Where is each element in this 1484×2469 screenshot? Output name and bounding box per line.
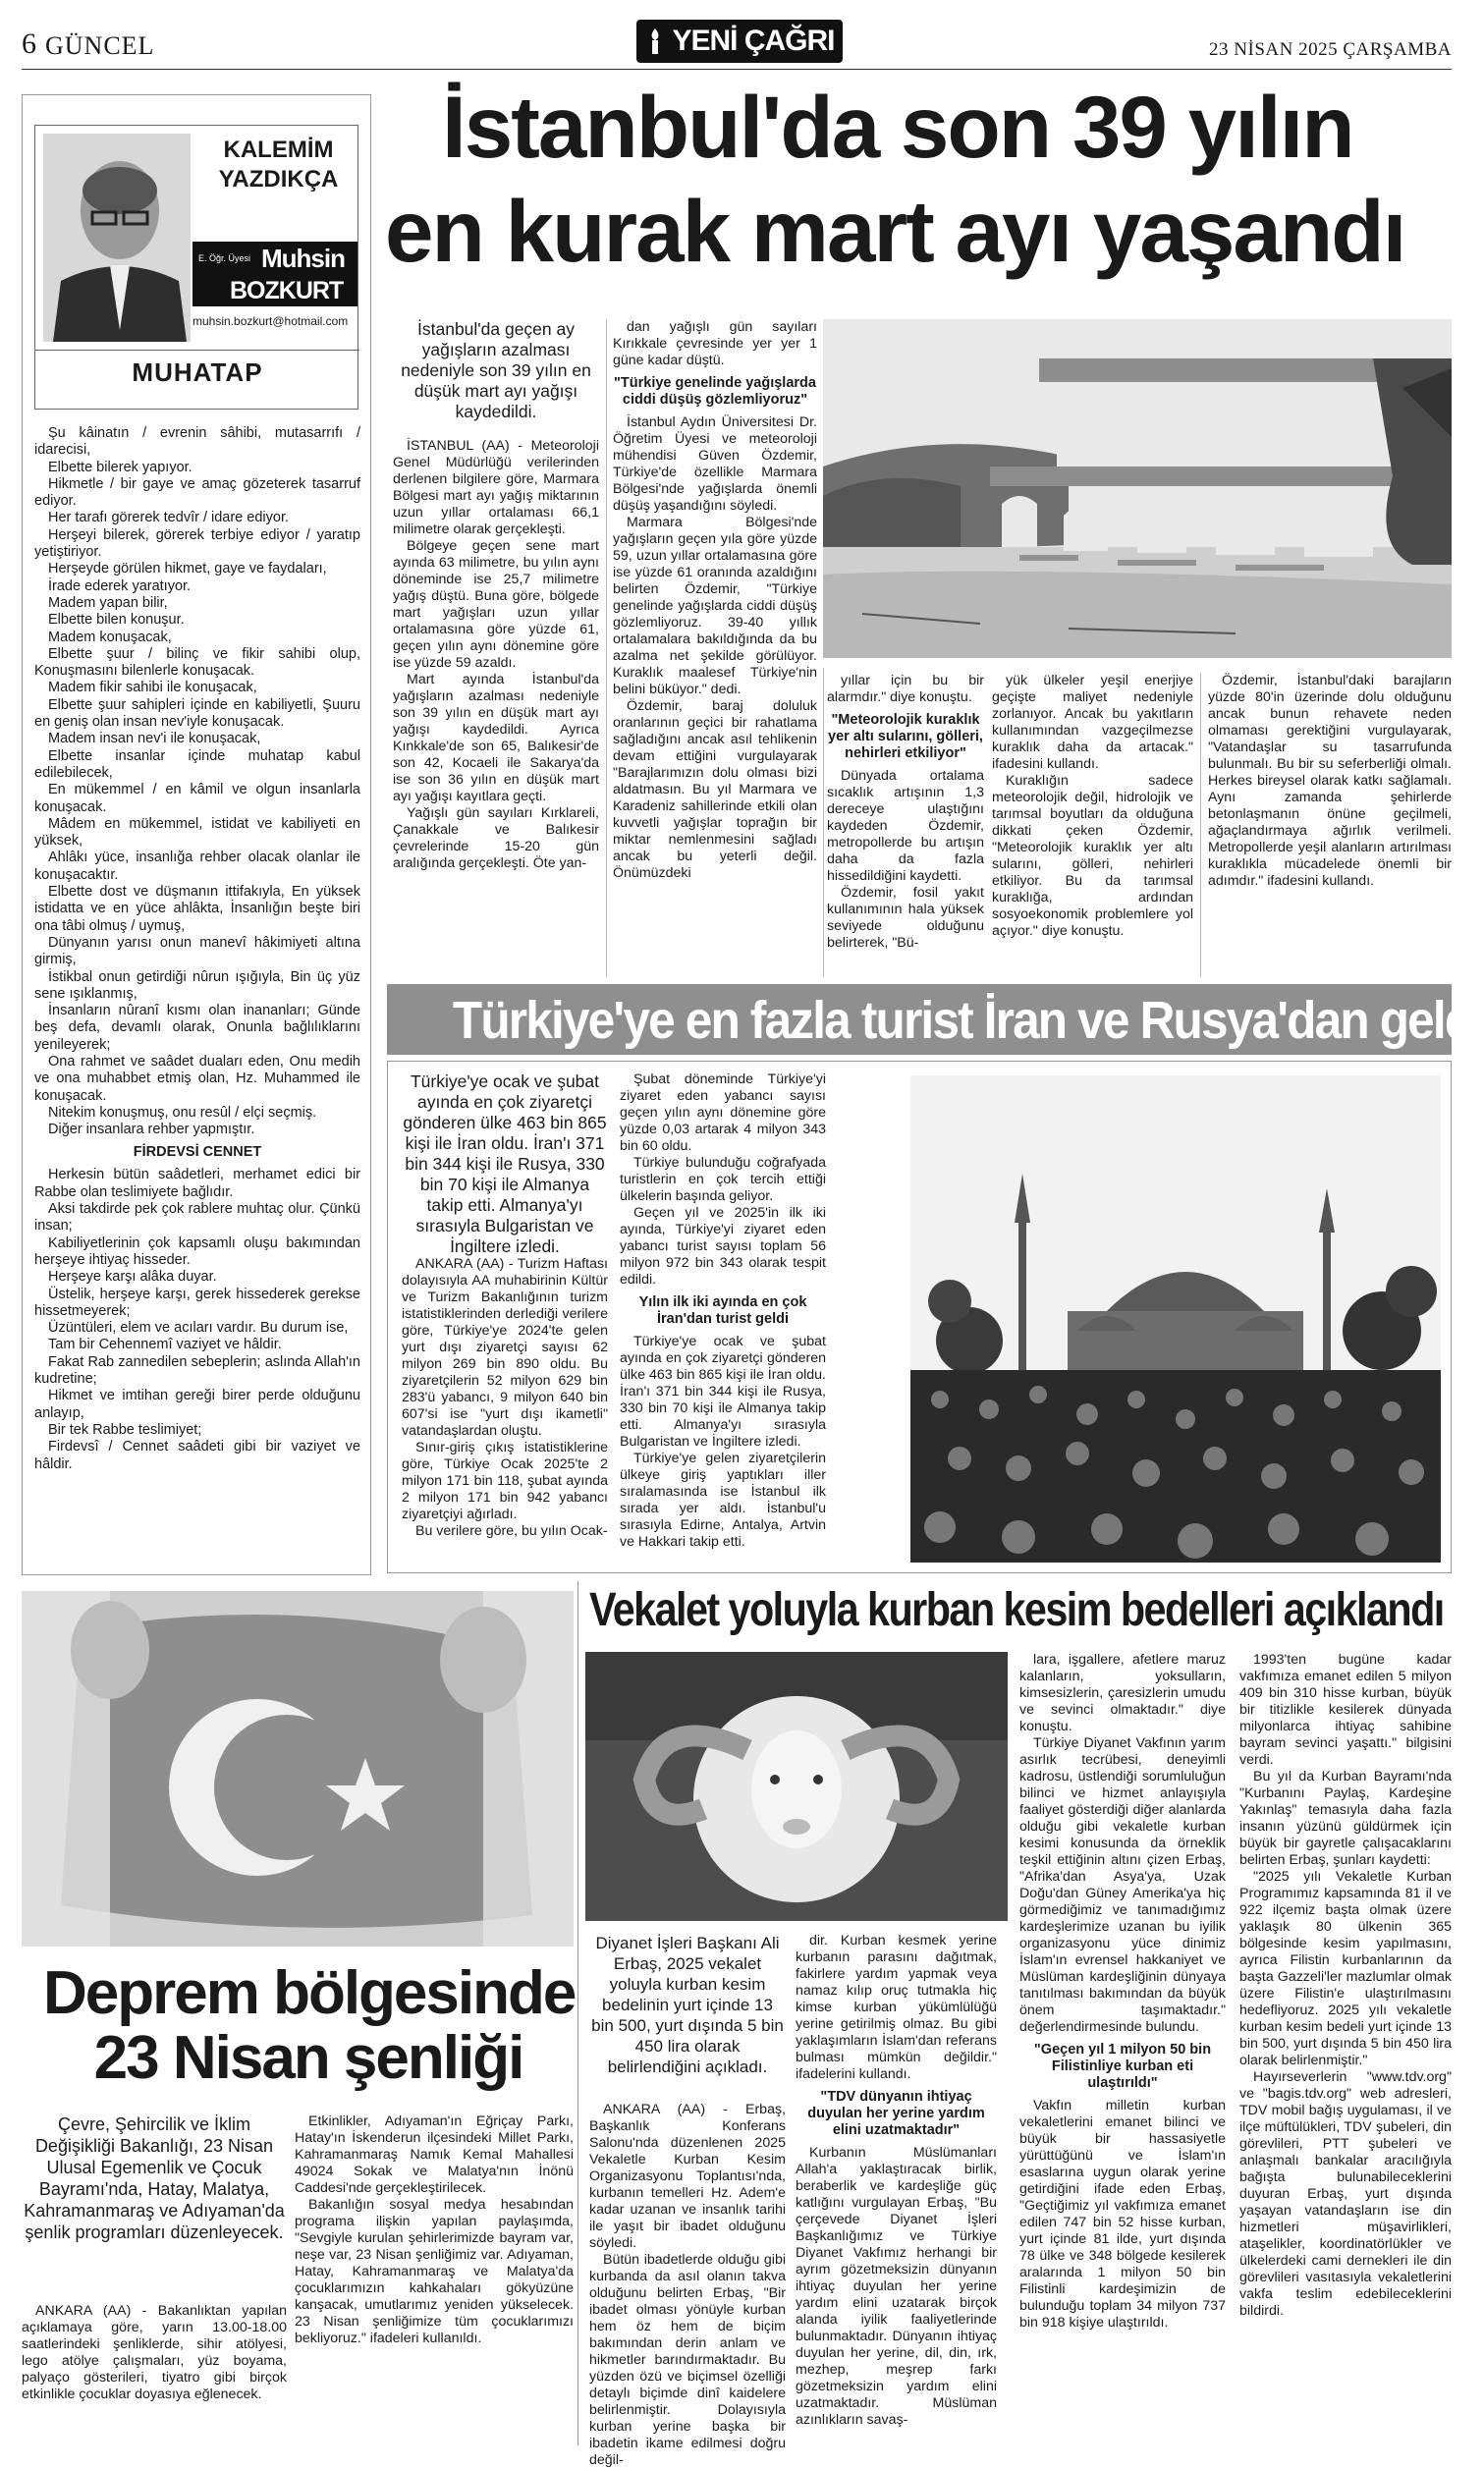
story1-paragraph: Bölgeye geçen sene mart ayında 63 milimetre, bu yılın aynı döneminde ise 25,7 milimetre yağış düştü. Buna göre, bölgede mart yağışları uzun yıllar ortalamasına göre yüzde 61, geçen yılın aynı dönemine göre ise yüzde 59 azaldı. (393, 538, 599, 671)
author-first-name: Muhsin (261, 244, 345, 273)
story1-paragraph: Özdemir, baraj doluluk oranlarının geçici bir rahatlama sağladığını ancak asıl tehlikenin devam ettiğini vurgulayarak "Barajlarımızın dolu olması bizi aldatmasın. Bu yıl Marmara ve Karadeniz sahillerinde etkili olan kuvvetli yağışlar toprağın bir miktar nemlenmesini sağladı ancak bu yeterli değil. Önümüzdeki (613, 698, 817, 881)
column-brand-line2: YAZDIKÇA (218, 166, 339, 192)
column-line: Herşeyi bilerek, görerek terbiye ediyor / yaratıp yetiştiriyor. (34, 526, 360, 561)
story2-paragraph: Türkiye'ye ocak ve şubat ayında en çok ziyaretçi gönderen ülke 463 bin 865 kişi ile İran oldu. İran'ı 371 bin 344 kişi ile Rusya, 330 bin 70 kişi ile Almanya takip etti. Almanya'yı sırasıyla Bulgaristan ve İngiltere izledi. (620, 1334, 826, 1450)
story1-col3-top: yıllar için bu bir alarmdır." diye konuştu. (827, 673, 984, 705)
column-brand (202, 136, 355, 194)
column-line: İrade ederek yaratıyor. (48, 577, 192, 594)
story4-paragraph: 1993'ten bugüne kadar vakfımıza emanet edilen 5 milyon 409 bin 310 hisse kurban, büyük bir titizlikle kesilerek dünyada milyonlarca ihtiyaç sahibine bayram sevinci yaşattı." bilgisini verdi. (1239, 1652, 1452, 1768)
column-subheading: FİRDEVSİ CENNET (133, 1144, 262, 1161)
aqueduct-photo (823, 319, 1452, 658)
column-line: Madem fikir sahibi ile konuşacak, (48, 680, 257, 696)
column-lines-a (34, 425, 360, 1138)
column-line: İnsanların nûranî kısmı olan inananları; Günde beş defa, devamlı olarak, Onunla bağlılıklarını yenileyerek; (34, 1003, 360, 1053)
column-line: Madem yapan bilir, (48, 594, 168, 611)
story3-paragraph: ANKARA (AA) - Bakanlıktan yapılan açıklamaya göre, yarın 13.00-18.00 saatlerindeki şenliklerde, sihir atölyesi, lego atölye çalışmaları, yüz boyama, palyaço gösterileri, tiyatro gibi birçok etkinlikle çocuklar doyasıya eğlenecek. (22, 2303, 287, 2402)
column-line: Hikmet ve imtihan gereği birer perde olduğunu anlayıp, (34, 1388, 360, 1421)
ram-photo (585, 1652, 1008, 1921)
story1-col5 (1208, 673, 1452, 977)
story4-col4 (1239, 1652, 1452, 2445)
author-title: E. Öğr. Üyesi (198, 253, 251, 263)
column-line: Herşeye karşı alâka duyar. (48, 1269, 217, 1286)
story2-box (387, 1061, 1452, 1573)
story4-col2 (796, 1933, 997, 2445)
issue-date: 23 NİSAN 2025 ÇARŞAMBA (1209, 39, 1452, 60)
story1-col1 (393, 438, 599, 976)
story4-paragraph: lara, işgallere, afetlere maruz kalanların, yoksulların, kimsesizlerin, çaresizlerin umudu ve sevinci olmaktadır." diye konuştu. (1019, 1652, 1226, 1734)
story4-paragraph: Türkiye Diyanet Vakfının yarım asırlık tecrübesi, deneyimli kadrosu, üstlendiği sorumluluğun bilinci ve hizmet anlayışıyla faaliyet gösterdiği diğer alanlarda olduğu gibi vekaletle kurban kesimi konusunda da örneklik teşkil ettiğinin altını çizen Erbaş, "Afrika'dan Asya'ya, Uzak Doğu'dan Güney Amerika'ya hiç görmediğimiz ve tanımadığımız kardeşlerimize uzanan bu iyilik organizasyonu yüce dinimiz İslam'ın evrensel hakkaniyet ve Müslüman kardeşliğinin dünyaya tanıtılması bakımından da büyük önem taşımaktadır." değerlendirmesinde bulundu. (1019, 1735, 1226, 2035)
story3-col1 (22, 2303, 287, 2445)
column-lines-b (34, 1167, 360, 1472)
story1-paragraph: yük ülkeler yeşil enerjiye geçişte maliyet nedeniyle zorlanıyor. Ancak bu yakıtların kullanımından vazgeçilmezse kuraklık daha da artacak." ifadesini kullandı. (992, 673, 1193, 772)
header-rule (22, 69, 1452, 70)
column-brand-line1: KALEMİM (223, 137, 334, 163)
column-line: Mâdem en mükemmel, istidat ve kabiliyeti en yüksek, (34, 815, 360, 850)
story1-col4 (992, 673, 1193, 977)
story4-paragraph: Bütün ibadetlerde olduğu gibi kurbanda da asıl olanın takva olduğunu belirten Erbaş, "Bir ibadet olması yönüyle kurban hem öz hem de biçim bakımından derin anlam ve hikmetler barındırmaktadır. Bu yüzden özü ve biçimsel özelliği detaylı biçimde dinî kaidelere belirlenmiştir. Dolayısıyla kurban yerine başka bir ibadetin ikame edilmesi doğru değil- (589, 2252, 786, 2468)
column-line: Üstelik, herşeye karşı, gerek hissederek gerekse hissetmeyerek; (34, 1286, 360, 1319)
story3-headline-line2: 23 Nisan şenliği (93, 2024, 523, 2092)
author-email: muhsin.bozkurt@hotmail.com (192, 314, 349, 328)
column-line: Dünyanın yarısı onun manevî hâkimiyeti altına girmiş, (34, 934, 360, 968)
story2-paragraph: Geçen yıl ve 2025'in ilk iki ayında, Türkiye'yi ziyaret eden yabancı turist sayısı toplam 56 milyon 972 bin 343 olarak tespit edildi. (620, 1205, 826, 1288)
story1-subheading2: "Meteorolojik kuraklık yer altı sularını, gölleri, nehirleri etkiliyor" (828, 712, 983, 761)
story2-col1 (402, 1256, 608, 1566)
hagia-sophia-photo (910, 1075, 1441, 1563)
column-line: Aksi takdirde pek çok rablere muhtaç olur. Çünkü insan; (34, 1201, 360, 1234)
story1-col2 (613, 319, 817, 977)
column-line: Herşeyde görülen hikmet, gaye ve faydaları, (48, 561, 327, 577)
torch-icon (644, 27, 666, 56)
story2-paragraph: Sınır-giriş çıkış istatistiklerine göre, Türkiye Ocak 2025'te 2 milyon 171 bin 118, şubat ayında 2 milyon 171 bin 942 yabancı ziyaretçiyi ağırladı. (402, 1440, 608, 1522)
column-line: Tam bir Cehennemî vaziyet ve hâldir. (48, 1337, 282, 1353)
column-title: MUHATAP (132, 357, 263, 387)
column-rule (1200, 673, 1201, 977)
story1-headline-line2: en kurak mart ayı yaşandı (385, 182, 1405, 280)
column-header-box (34, 125, 358, 410)
column-line: Madem insan nev'i ile konuşacak, (48, 731, 261, 747)
column-line: Herkesin bütün saâdetleri, merhamet edici bir Rabbe olan teslimiyete bağlıdır. (34, 1167, 360, 1200)
column-line: Madem konuşacak, (48, 629, 172, 645)
story4-deck: Diyanet İşleri Başkanı Ali Erbaş, 2025 vekalet yoluyla kurban kesim bedelinin yurt içinde 13 bin 500, yurt dışında 5 bin 450 lira olarak belirlendiğini açıkladı. (591, 1934, 784, 2076)
column-rule (577, 1581, 578, 2445)
section-label: GÜNCEL (45, 31, 155, 60)
story4-paragraph: Vakfın milletin kurban vekaletlerini emanet bilinci ve büyük bir hassasiyetle yürüttüğünü ve İslam'ın esaslarına uygun olarak yerine getirdiğini ifade eden Erbaş, "Geçtiğimiz yıl vakfımıza emanet edilen 747 bin 52 hisse kurban, yurt içinde 81 ilde, yurt dışında 78 ülke ve 348 bölgede kesilerek aralarında 1 milyon 50 bin Filistinli kardeşimizin de bulunduğu toplam 34 milyon 737 bin 918 kişiye ulaştırıldı. (1019, 2098, 1226, 2331)
story4-subheading2: "Geçen yıl 1 milyon 50 bin Filistinliye kurban eti ulaştırıldı" (1033, 2042, 1212, 2091)
column-line: Ahlâkı yüce, insanlığa rehber olacak olanlar ile konuşacaktır. (34, 850, 360, 883)
column-line: Üzüntüleri, elem ve acıları vardır. Bu durum ise, (48, 1320, 349, 1337)
story1-paragraph: Mart ayında İstanbul'da yağışların azalması nedeniyle son 39 yılın en düşük mart ayı yağışı kaydedildi. Ayrıca Kınkkale'de son 65, Balıkesir'de son 42, Kocaeli ile Sakarya'da ise son 36 yılın en düşük mart ayı yağışı kayıtlara geçti. (393, 672, 599, 804)
opinion-column (22, 94, 371, 1575)
story2-paragraph: Türkiye'ye gelen ziyaretçilerin ülkeye giriş yaptıkları iller sıralamasında ise İstanbul ilk sırada yer aldı. İstanbul'u sırasıyla Edirne, Antalya, Artvin ve Hakkari takip etti. (620, 1451, 826, 1550)
story2-col2 (620, 1071, 826, 1566)
story2-paragraph: Bu verilere göre, bu yılın Ocak- (415, 1523, 608, 1539)
newspaper-logo (636, 20, 843, 63)
column-line: Elbette şuur sahipleri içinde en kabiliyetli, Şuuru en geniş olan insan nev'iyle konuşacak. (34, 696, 360, 731)
story1-col3 (827, 673, 984, 977)
story1-paragraph: Marmara Bölgesi'nde yağışların geçen yıla göre yüzde 59, uzun yıllar ortalamasına göre ise yüzde 61 oranında azaldığını belirten Özdemir, "Türkiye genelinde yağışlarda ciddi düşüş gözlemliyoruz. 39-40 yıllık ortalamalara bakıldığında da bu azalma net şekilde görülüyor. Kuraklık maalesef Türkiye'nin belini büküyor." dedi. (613, 515, 817, 697)
author-last-name: BOZKURT (230, 277, 344, 304)
story2-paragraph: Türkiye bulunduğu coğrafyada turistlerin en çok tercih ettiği ülkelerin başında geliyor. (620, 1155, 826, 1204)
story3-paragraph: Bakanlığın sosyal medya hesabından programa ilişkin yapılan paylaşımda, "Sevgiyle kurulan şehirlerimizde bayram var, neşe var, 23 Nisan şenliğimiz var. Adıyaman, Hatay, Kahramanmaraş ve Malatya'da çocuklarımızın kahkahaları gökyüzüne kanşacak, umutlarımız yeniden yükselecek. 23 Nisan şenliğimize tüm çocuklarımızı bekliyoruz." ifadeleri kullanıldı. (295, 2197, 574, 2346)
story1-col2-top: dan yağışlı gün sayıları Kırıkkale çevresinde yer yer 1 güne kadar düştü. (613, 319, 817, 368)
column-line: Firdevsî / Cennet saâdeti gibi bir vaziyet ve hâldir. (34, 1439, 360, 1472)
column-line: Diğer insanlara rehber yapmıştır. (48, 1122, 255, 1138)
story1-headline-line1: İstanbul'da son 39 yılın (442, 78, 1353, 176)
story2-paragraph: ANKARA (AA) - Turizm Haftası dolayısıyla AA muhabirinin Kültür ve Turizm Bakanlığının turizm istatistiklerinden derlediği verilere göre, Türkiye'ye 2024'te gelen yurt dışı ziyaretçi sayısı 62 milyon 269 bin 890 oldu. Bu ziyaretçilerin 52 milyon 629 bin 283'ü yabancı, 9 milyon 640 bin 607'si ise "yurt dışı ikametli" vatandaşlardan oluştu. (402, 1256, 608, 1439)
flag-children-photo (22, 1591, 574, 1947)
column-line: Şu kâinatın / evrenin sâhibi, mutasarrıfı / idarecisi, (34, 425, 360, 459)
story2-headline-banner (387, 984, 1484, 1055)
story4-paragraph: Hayırseverlerin "www.tdv.org" ve "bagis.tdv.org" web adresleri, TDV mobil bağış uygulaması, il ve ilçe müftülükleri, TDV şubeleri, din görevlileri, PTT şubeleri ve anlaşmalı bankalar aracılığıyla bağışta bulunabileceklerini duyuran Erbaş, yurt dışında yaşayan vatandaşların ise din hizmetleri müşavirlikleri, ataşelikler, koordinatörlükler ve ülkelerdeki cami dernekleri ile din görevlileri vasıtasıyla vekaletlerini vakfa teslim edebileceklerini bildirdi. (1239, 2069, 1452, 2319)
column-header-divider (35, 350, 359, 351)
column-line: Her tarafı görerek tedvîr / idare ediyor. (48, 510, 289, 526)
story4-paragraph: Kurbanın Müslümanları Allah'a yaklaştıracak birlik, beraberlik ve kardeşliğe güç katlığını vurgulayan Erbaş, "Bu çerçevede Diyanet İşleri Başkanlığımız ve Türkiye Diyanet Vakfımız herhangi bir ayrım gözetmeksizin dünyanın ihtiyaç duyulan her yerine yardım elini uzatarak birçok alanda iyilik faaliyetlerinde bulunmaktadır. Dünyanın ihtiyaç duyulan her yerine, dil, din, ırk, mezhep, meşrep farkı gözetmeksizin yardım elini uzatmaktadır. Müslüman azınlıkların savaş- (796, 2145, 997, 2428)
story3-col2 (295, 2113, 574, 2445)
logo-text: YENİ ÇAĞRI (672, 25, 835, 57)
story1-paragraph: Özdemir, fosil yakıt kullanımının hala yüksek seviyede olduğunu belirterek, "Bü- (827, 885, 984, 951)
story1-subheading1: "Türkiye genelinde yağışlarda ciddi düşüş gözlemliyoruz" (614, 375, 816, 408)
column-line: Elbette dost ve düşmanın ittifakıyla, En yüksek istidatta ve en yüce ahlâkta, İnsanlığın beşte biri ona tâbi olmuş / uymuş, (34, 884, 360, 934)
story3-headline-line1: Deprem bölgesinde (43, 1959, 576, 2027)
story4-col2-top: dir. Kurban kesmek yerine kurbanın parasını dağıtmak, fakirlere yardım yapmak veya namaz kılıp oruç tutmakla hiç kimse kurban yükümlülüğü yerine getirilmiş olmaz. Bu gibi yaklaşımların İslam'dan referans bulması mümkün değildir." ifadelerini kullandı. (796, 1933, 997, 2082)
column-line: Hikmetle / bir gaye ve amaç gözeterek tasarruf ediyor. (34, 475, 360, 510)
story4-paragraph: ANKARA (AA) - Erbaş, Başkanlık Konferans Salonu'nda düzenlenen 2025 Vekaletle Kurban Kesim Organizasyonu Toplantısı'nda, kurbanın temelleri Hz. Adem'e kadar uzanan ve insanlık tarihi ile yaşıt bir ibadet olduğunu söyledi. (589, 2102, 786, 2251)
story4-subheading1: "TDV dünyanın ihtiyaç duyulan her yerine yardım elini uzatmaktadır" (807, 2089, 985, 2138)
column-line: Bir tek Rabbe teslimiyet; (48, 1421, 202, 1438)
story3-deck: Çevre, Şehircilik ve İklim Değişikliği Bakanlığı, 23 Nisan Ulusal Egemenlik ve Çocuk Bayramı'nda, Hatay, Malatya, Kahramanmaraş ve Adıyaman'da şenlik programları düzenleyecek. (24, 2114, 285, 2242)
story1-paragraph: Kuraklığın sadece meteorolojik değil, hidrolojik ve tarımsal boyutları da olduğuna dikkati çeken Özdemir, "Meteorolojik kuraklık yer altı sularını, gölleri, nehirleri etkiliyor. Bu da tarımsal kuraklığa, ardından sosyoekonomik problemlere yol açıyor." diye konuştu. (992, 773, 1193, 939)
column-line: Elbette insanlar içinde muhatap kabul edilebilecek, (34, 747, 360, 781)
story1-paragraph: İSTANBUL (AA) - Meteoroloji Genel Müdürlüğü verilerinden derlenen bilgilere göre, Marmara Bölgesi mart ayı yağış miktarının uzun yıllar ortalaması 66,1 milimetre olarak gerçekleşti. (393, 438, 599, 537)
column-line: Nitekim konuşmuş, onu resûl / elçi seçmiş. (48, 1104, 317, 1121)
story2-paragraph: Şubat döneminde Türkiye'yi ziyaret eden yabancı sayısı geçen yılın aynı dönemine göre yüzde 0,03 artarak 4 milyon 343 bin 60 oldu. (620, 1071, 826, 1154)
column-line: Kabiliyetlerinin çok kapsamlı oluşu bakımından herşeye ihtiyaç hisseder. (34, 1234, 360, 1268)
story1-paragraph: İstanbul Aydın Üniversitesi Dr. Öğretim Üyesi ve meteoroloji mühendisi Güven Özdemir, Türkiye'de özellikle Marmara Bölgesi'nde yağışlarda önemli düşüş yaşandığını söyledi. (613, 414, 817, 514)
column-line: En mükemmel / en kâmil ve olgun insanlarla konuşacak. (34, 782, 360, 815)
story4-col1 (589, 2102, 786, 2468)
story1-paragraph: Özdemir, İstanbul'daki barajların yüzde 80'in üzerinde dolu olduğunu ancak bunun rehavete neden olmaması gerektiğini vurgulayarak, "Vatandaşlar su tasarrufunda bulunmalı. Bu bir su seferberliği olmalı. Herkes bireysel olarak katkı sağlamalı. Aynı zamanda şehirlerde betonlaşmanın önüne geçilmeli, ağaçlandırmaya ağırlık verilmeli. Metropollerde yeşil alanların artırılması kuraklıkla mücadelede önemli bir adımdır." ifadesini kullandı. (1208, 673, 1452, 889)
story3-paragraph: Etkinlikler, Adıyaman'ın Eğriçay Parkı, Hatay'ın İskenderun ilçesindeki Millet Parkı, Kahramanmaraş Namık Kemal Mahallesi 49024 Sokak ve Malatya'nın İnönü Caddesi'nde gerçekleştirilecek. (295, 2113, 574, 2196)
story4-paragraph: Bu yıl da Kurban Bayramı'nda "Kurbanını Paylaş, Kardeşine Yakınlaş" temasıyla daha fazla insanın yüzünü güldürmek için büyük bir gayretle çalışacaklarını belirten Erbaş, şunları kaydetti: (1239, 1769, 1452, 1868)
story1-paragraph: Dünyada ortalama sıcaklık artışının 1,3 dereceye ulaştığını kaydeden Özdemir, metropollerde bu artışın daha da fazla hissedildiğini kaydetti. (827, 768, 984, 884)
story2-subheading: Yılın ilk iki ayında en çok İran'dan turist geldi (638, 1294, 807, 1327)
story2-deck: Türkiye'ye ocak ve şubat ayında en çok ziyaretçi gönderen ülke 463 bin 865 kişi ile İran oldu. İran'ı 371 bin 344 kişi ile Rusya, 330 bin 70 kişi ile Almanya takip etti. Almanya'yı sırasıyla Bulgaristan ve İngiltere izledi. (403, 1071, 607, 1256)
story4-headline: Vekalet yoluyla kurban kesim bedelleri açıklandı (589, 1584, 1444, 1636)
column-body (34, 425, 360, 1564)
column-rule (606, 319, 607, 977)
column-line: Ona rahmet ve saâdet duaları eden, Onu medih ve ona muhabbet etmiş olan, Hz. Muhammed ile konuşacak. (34, 1053, 360, 1104)
story4-paragraph: "2025 yılı Vekaletle Kurban Programımız kapsamında 81 il ve 922 ilçemiz başta olmak üzere yaklaşık 80 ülkenin 365 bölgesinde kesim yapılmasını, ayrıca Filistin kurbanlarının da başta Gazzeli'ler mazlumlar olmak üzere Filistin'e ulaştırılmasını hedefliyoruz. 2025 yılı vekaletle kurban kesim bedeli yurt içinde 13 bin 500, yurt dışında 5 bin 450 lira olarak belirlenmiştir." (1239, 1869, 1452, 2068)
author-name-box (192, 242, 357, 306)
column-line: Elbette bilerek yapıyor. (48, 459, 192, 475)
story2-headline: Türkiye'ye en fazla turist İran ve Rusya'dan geldi (452, 991, 1484, 1050)
column-line: Fakat Rab zannedilen sebeplerin; aslında Allah'ın kudretine; (34, 1353, 360, 1388)
column-line: Elbette bilen konuşur. (48, 612, 185, 629)
column-rule (823, 668, 824, 977)
story4-col3 (1019, 1652, 1226, 2445)
story1-deck: İstanbul'da geçen ay yağışların azalması nedeniyle son 39 yılın en düşük mart ayı yağışı kaydedildi. (401, 319, 591, 421)
page-number: 6 (22, 27, 36, 60)
column-line: İstikbal onun getirdiği nûrun ışığıyla, Bin üç yüz sene ışıklanmış, (34, 968, 360, 1002)
author-photo (43, 134, 191, 342)
column-line: Elbette şuur / bilinç ve fikir sahibi olup, Konuşmasını bilenlerle konuşacak. (34, 645, 360, 680)
story1-paragraph: Yağışlı gün sayıları Kırklareli, Çanakkale ve Balıkesir çevrelerinde 15-20 gün aralığında gerçekleşti. Öte yan- (393, 805, 599, 871)
